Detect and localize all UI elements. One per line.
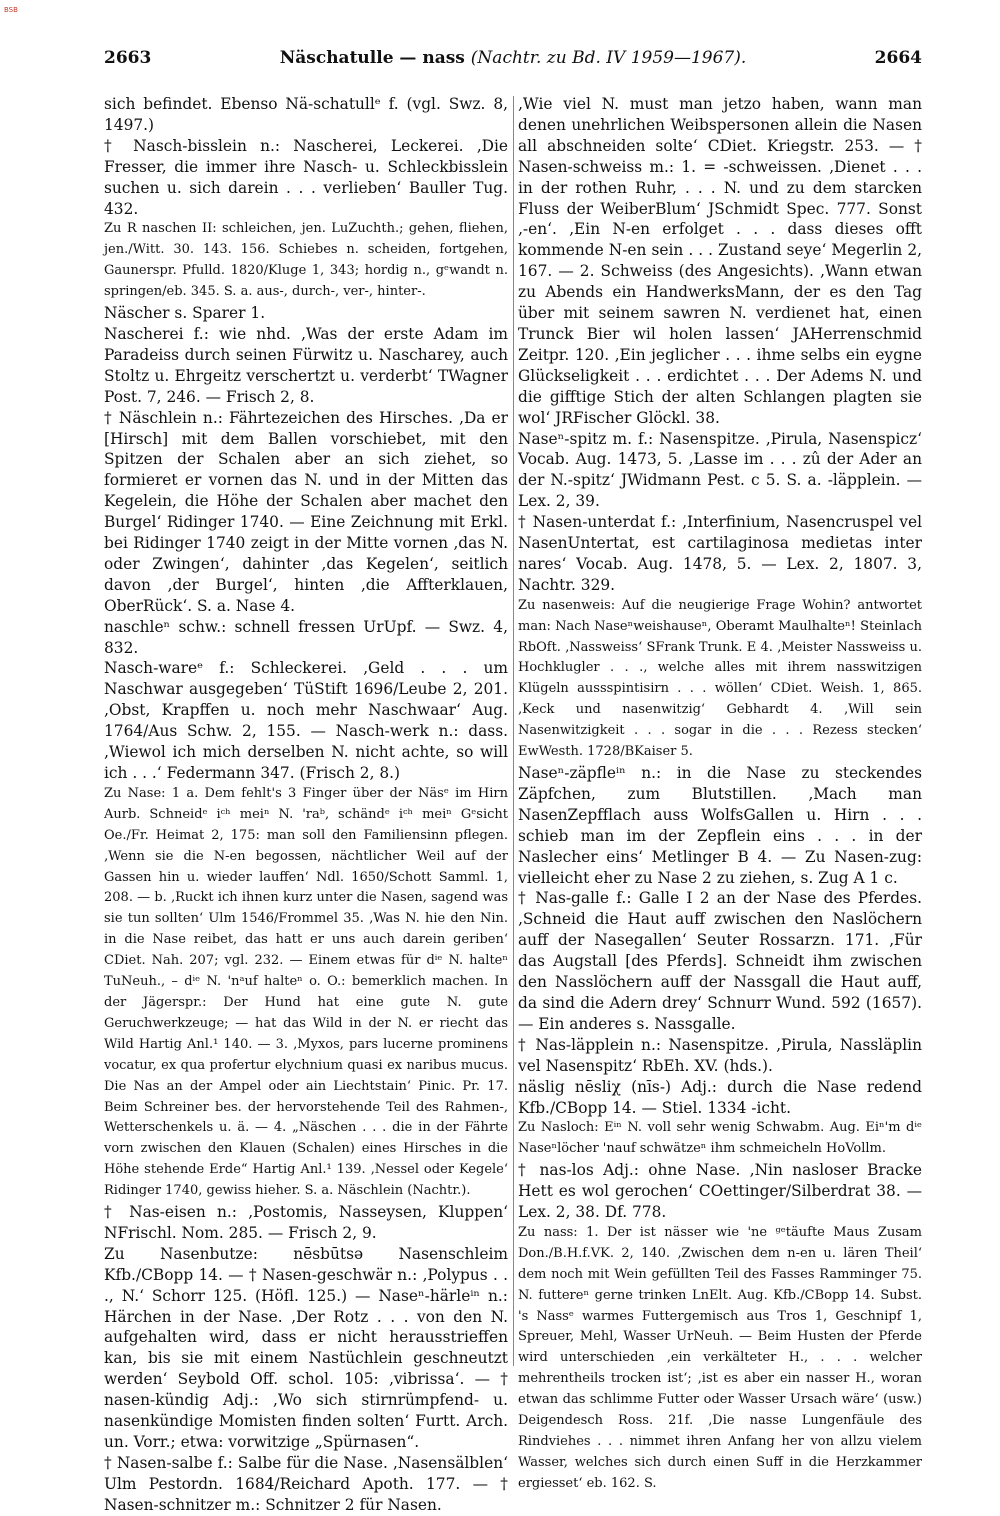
dictionary-entry: Naseⁿ-zäpfleⁱⁿ n.: in die Nase zu steckendes Zäpfchen, zum Blutstillen. ‚Mach man NasenZepfflach auss WolfsGallen u. Hirn . . . schieb man im der Zepflein eins . . . in der Naslecher eins‘ Metlinger B 4. — Zu Nasen-zug: vielleicht eher zu Nase 2 zu ziehen, s. Zug A 1 c. xyxy=(518,764,922,887)
dictionary-entry: Naseⁿ-spitz m. f.: Nasenspitze. ‚Pirula, Nasenspicz‘ Vocab. Aug. 1473, 5. ‚Lasse im . . . zû der Ader an der N.-spitz‘ JWidmann Pest. c 5. S. a. -läpplein. — Lex. 2, 39. xyxy=(518,429,922,511)
dictionary-entry: sich befindet. Ebenso Nä-schatullᵉ f. (vgl. Swz. 8, 1497.) xyxy=(104,95,508,134)
page-number-right: 2664 xyxy=(874,48,922,68)
dictionary-entry: Zu Nase: 1 a. Dem fehlt's 3 Finger über der Näsᵉ im Hirn Aurb. Schneidᵉ iᶜʰ meiⁿ N. 'raᵇ, schändᵉ iᶜʰ meiⁿ Gᵉsicht Oe./Fr. Heimat 2, 175: man soll den Familiensinn pflegen. ‚Wenn sie die N-en begossen, nächtlicher Weil auf der Gassen hin u. wieder lauffen‘ Ndl. 1650/Schott Samml. 1, 208. — b. ‚Ruckt ich ihnen kurz unter die Nasen, sagend was sie tun sollten‘ Ulm 1546/Frommel 35. ‚Was N. hie den Nin. in die Nase reibet, das hatt er uns auch darein geriben‘ CDiet. Nah. 207; vgl. 232. — Einem etwas für dⁱᵉ N. halteⁿ TuNeuh., – dⁱᵉ N. 'nᵃuf halteⁿ o. O.: bemerklich machen. In der Jägerspr.: Der Hund hat eine gute N. gute Geruchwerkzeuge; — hat das Wild in der N. er riecht das Wild Hartig Anl.¹ 140. — 3. ‚Myxos, pars lucerne prominens vocatur, ex qua profertur elychnium quasi ex naribus mucus. Die Nas an der Ampel oder ain Liechtstain‘ Pinic. Pr. 17. Beim Schreiner bes. der hervorstehende Teil des Rahmen-, Wetterschenkels u. ä. — 4. „Näschen . . . die in der Fährte vorn zwischen den Klauen (Schalen) eines Hirsches in die Höhe stehende Erde“ Hartig Anl.¹ 139. ‚Nessel oder Kegele‘ Ridinger 1740, gewiss hieher. S. a. Näschlein (Nachtr.). xyxy=(104,785,508,1199)
dictionary-entry: † Nas-galle f.: Galle I 2 an der Nase des Pferdes. ‚Schneid die Haut auff zwischen den Naslöchern auff der Nasegallen‘ Seuter Rossarzn. 171. ‚Für das Augstall [des Pferds]. Schneidt ihm zwischen den Nasslöchern auff der Nassgall die Haut auff, da sind die Adern drey‘ Schnurr Wund. 592 (1657). — Ein anderes s. Nassgalle. xyxy=(518,889,922,1033)
running-title-note: (Nachtr. zu Bd. IV 1959—1967). xyxy=(470,48,747,68)
column-divider xyxy=(513,96,514,1366)
dictionary-entry: ‚Wie viel N. must man jetzo haben, wann man denen unehrlichen Weibspersonen allein die Nasen all abschneiden solte‘ CDiet. Kriegstr. 253. — † Nasen-schweiss m.: 1. = -schweissen. ‚Dienet . . . in der rothen Ruhr, . . . N. und zu dem starcken Fluss der WeiberBlum‘ JSchmidt Spec. 777. Sonst ‚-en‘. ‚Ein N-en erfolget . . . dass dieses offt kommende N-en sein . . . Zustand seye‘ Megerlin 2, 167. — 2. Schweiss (des Angesichts). ‚Wann etwan zu Abends ein HandwerksMann, der es den Tag über mit seinem sawren N. verdienet hat, einen Trunck Bier wil holen lassen‘ JAHerrenschmid Zeitpr. 120. ‚Ein jeglicher . . . ihme selbs ein eygne Glückseligkeit . . . erdichtet . . . Der Adems N. und die gifftige Stich der alten Schlangen plagten sie wol‘ JRFischer Glöckl. 38. xyxy=(518,95,922,427)
text-column-right xyxy=(518,94,922,1491)
dictionary-entry: Zu R naschen II: schleichen, jen. LuZuchth.; gehen, fliehen, jen./Witt. 30. 143. 156. Schiebes n. scheiden, fortgehen, Gaunerspr. Pfulld. 1820/Kluge 1, 343; hordig n., gᵉwandt n. springen/eb. 345. S. a. aus-, durch-, ver-, hinter-. xyxy=(104,221,508,300)
library-stamp: BSB xyxy=(4,6,18,14)
text-column-left xyxy=(104,94,508,1514)
dictionary-entry: naschleⁿ schw.: schnell fressen UrUpf. — Swz. 4, 832. xyxy=(104,617,508,657)
dictionary-entry: † Nasen-salbe f.: Salbe für die Nase. ‚Nasensälblen‘ Ulm Pestordn. 1684/Reichard Apoth. 177. — † Nasen-schnitzer m.: Schnitzer 2 für Nasen. xyxy=(104,1453,508,1514)
page-header xyxy=(104,48,922,72)
dictionary-entry: Zu Nasloch: Eⁱⁿ N. voll sehr wenig Schwabm. Aug. Eiⁿ'm dⁱᵉ Naseⁿlöcher 'nauf schwätzeⁿ ihm schmeicheln HoVollm. xyxy=(518,1120,922,1157)
dictionary-entry: † Näschlein n.: Fährtezeichen des Hirsches. ‚Da er [Hirsch] mit dem Ballen vorschiebet, mit den Spitzen der Schalen aber an sich ziehet, so formieret er vornen das N. und in der Mitten das Kegelein, die Höhe der Schalen aber machet den Burgel‘ Ridinger 1740. — Eine Zeichnung mit Erkl. bei Ridinger 1740 zeigt in der Mitte vornen ‚das N. oder Zwingen‘, dahinter ‚das Kegelen‘, seitlich davon ‚der Burgel‘, hinten ‚die Affterklauen, OberRück‘. S. a. Nase 4. xyxy=(104,408,508,615)
dictionary-entry: † Nasch-bisslein n.: Nascherei, Leckerei. ‚Die Fresser, die immer ihre Nasch- u. Schleckbisslein suchen u. sich darein . . . verlieben‘ Bauller Tug. 432. xyxy=(104,136,508,218)
page-number-left: 2663 xyxy=(104,48,152,68)
running-title xyxy=(104,48,922,68)
dictionary-entry: Zu nasenweis: Auf die neugierige Frage Wohin? antwortet man: Nach Naseⁿweishauseⁿ, Oberamt Maulhalteⁿ! Steinlach RbOft. ‚Nassweiss‘ SFrank Trunk. E 4. ‚Meister Nassweiss u. Hochklugler . . .‚ welche alles mit ihrem nasswitzigen Klügeln aussspintisirn . . . wöllen‘ CDiet. Weish. 1, 865. ‚Keck und nasenwitzig‘ Gebhardt 4. ‚Will sein Nasenwitzigkeit . . . sogar in die . . . Rezess stecken‘ EwWesth. 1728/BKaiser 5. xyxy=(518,597,922,760)
dictionary-entry: Zu Nasenbutze: nēsbūtsə Nasenschleim Kfb./CBopp 14. — † Nasen-geschwär n.: ‚Polypus . . ., N.‘ Schorr 125. (Höfl. 125.) — Naseⁿ-härleⁱⁿ n.: Härchen in der Nase. ‚Der Rotz . . . von den N. aufgehalten wird, dass er nicht herausstrieffen kan, bis sie mit einem Nastüchlein geschneutzt werden‘ Seybold Off. schol. 105: ‚vibrissa‘. — † nasen-kündig Adj.: ‚Wo sich stirnrümpfend- u. nasenkündige Momisten finden solten‘ Furtt. Arch. un. Vorr.; etwa: vorwitzige „Spürnasen“. xyxy=(104,1244,508,1451)
dictionary-entry: Nascherei f.: wie nhd. ‚Was der erste Adam im Paradeiss durch seinen Fürwitz u. Nascharey, auch Stoltz u. Ehrgeitz verschertzt u. verderbt‘ TWagner Post. 7, 246. — Frisch 2, 8. xyxy=(104,324,508,406)
dictionary-entry: † nas-los Adj.: ohne Nase. ‚Nin nasloser Bracke Hett es wol gerochen‘ COettinger/Silberdrat 38. — Lex. 2, 38. Df. 778. xyxy=(518,1161,922,1222)
dictionary-entry: Näscher s. Sparer 1. xyxy=(104,304,266,323)
dictionary-entry: näslig nēsliχ (nīs-) Adj.: durch die Nase redend Kfb./CBopp 14. — Stiel. 1334 -icht. xyxy=(518,1077,922,1117)
dictionary-entry: Zu nass: 1. Der ist nässer wie 'ne ᵍᵉtäufte Maus Zusam Don./B.H.f.VK. 2, 140. ‚Zwischen dem n-en u. lären Theil‘ dem noch mit Wein gefüllten Teil des Fasses Ramminger 75. N. futtereⁿ gerne trinken LnElt. Aug. Kfb./CBopp 14. Subst. 's Nassᵉ warmes Futtergemisch aus Tros 1, Geschnipf 1, Spreuer, Mehl, Wasser UrNeuh. — Beim Husten der Pferde wird unterschieden ‚ein verkälteter H., . . . welcher mehrentheils trocken ist‘; ‚ist es aber ein nasser H., woran etwan das schlimme Futter oder Wasser Ursach wäre‘ (usw.) Deigendesch Ross. 21f. ‚Die nasse Lungenfäule des Rindviehes . . . nimmet ihren Anfang her von allzu vielem Wasser, welches sich durch einen Suff in die Herzkammer ergiesset‘ eb. 162. S. xyxy=(518,1224,922,1491)
dictionary-entry: † Nas-läpplein n.: Nasenspitze. ‚Pirula, Nassläplin vel Nasenspitz‘ RbEh. XV. (hds.). xyxy=(518,1035,922,1075)
dictionary-entry: † Nas-eisen n.: ‚Postomis, Nasseysen, Kluppen‘ NFrischl. Nom. 285. — Frisch 2, 9. xyxy=(104,1203,508,1242)
dictionary-entry: † Nasen-unterdat f.: ‚Interfinium, Nasencruspel vel NasenUntertat, est cartilaginosa medietas inter nares‘ Vocab. Aug. 1478, 5. — Lex. 2, 1807. 3, Nachtr. 329. xyxy=(518,513,922,594)
dictionary-entry: Nasch-wareᵉ f.: Schleckerei. ‚Geld . . . um Naschwar ausgegeben‘ TüStift 1696/Leube 2, 201. ‚Obst, Krapffen u. noch mehr Naschwaar‘ Aug. 1764/Aus Schw. 2, 155. — Nasch-werk n.: dass. ‚Wiewol ich mich derselben N. nicht achte, so will ich . . .‘ Federmann 347. (Frisch 2, 8.) xyxy=(104,659,508,782)
running-title-headwords: Näschatulle — nass xyxy=(279,48,465,68)
